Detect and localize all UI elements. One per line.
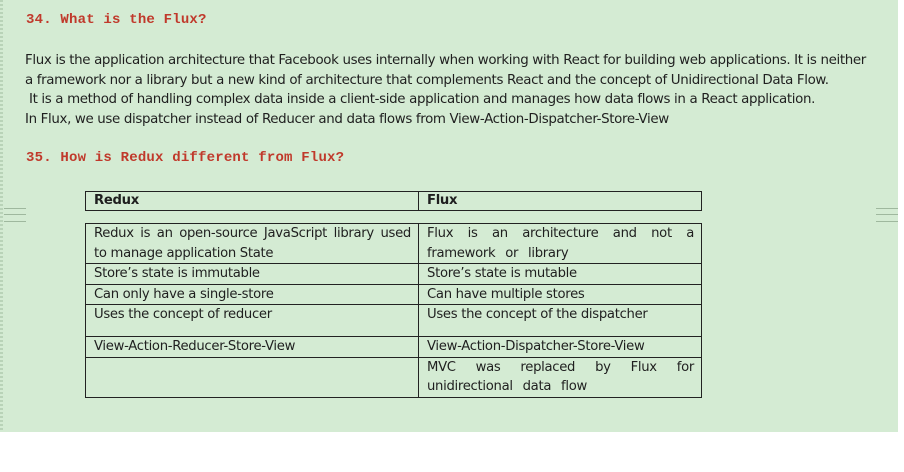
table-row — [86, 264, 702, 285]
header-cell-flux: Flux — [419, 192, 702, 211]
flux-cell: MVC was replaced by Flux for unidirectional data flow — [419, 357, 702, 397]
redux-cell — [86, 357, 419, 397]
left-margin-marker — [4, 208, 26, 222]
flux-cell: Uses the concept of the dispatcher — [419, 305, 702, 337]
table-row — [86, 357, 702, 397]
flux-cell: View-Action-Dispatcher-Store-View — [419, 337, 702, 358]
comparison-table-header — [85, 191, 702, 211]
question-35-heading: 35. How is Redux different from Flux? — [26, 150, 345, 166]
redux-cell: View-Action-Reducer-Store-View — [86, 337, 419, 358]
table-header-row — [86, 192, 702, 211]
paragraph-line: a framework nor a library but a new kind of architecture that complements React and the concept of Unidirectional Data Flow. — [25, 72, 829, 88]
table-row — [86, 284, 702, 305]
flux-cell: Store’s state is mutable — [419, 264, 702, 285]
redux-cell: Store’s state is immutable — [86, 264, 419, 285]
page-left-edge — [0, 0, 3, 432]
redux-cell: Can only have a single-store — [86, 284, 419, 305]
comparison-table — [85, 223, 702, 398]
redux-cell: Redux is an open-source JavaScript library used to manage application State — [86, 224, 419, 264]
table-row — [86, 224, 702, 264]
paragraph-line: In Flux, we use dispatcher instead of Reducer and data flows from View-Action-Dispatcher-Store-View — [25, 112, 669, 128]
paragraph-line: Flux is the application architecture that Facebook uses internally when working with React for building web applications. It is neither — [25, 53, 866, 68]
table-row — [86, 305, 702, 337]
paragraph-line: It is a method of handling complex data inside a client-side application and manages how data flows in a React application. — [29, 92, 816, 108]
header-cell-redux: Redux — [86, 192, 419, 211]
flux-cell: Flux is an architecture and not a framework or library — [419, 224, 702, 264]
question-34-heading: 34. What is the Flux? — [26, 12, 207, 28]
redux-cell: Uses the concept of reducer — [86, 305, 419, 337]
table-row — [86, 337, 702, 358]
flux-description-paragraph — [25, 51, 890, 130]
flux-cell: Can have multiple stores — [419, 284, 702, 305]
right-margin-marker — [876, 208, 898, 222]
